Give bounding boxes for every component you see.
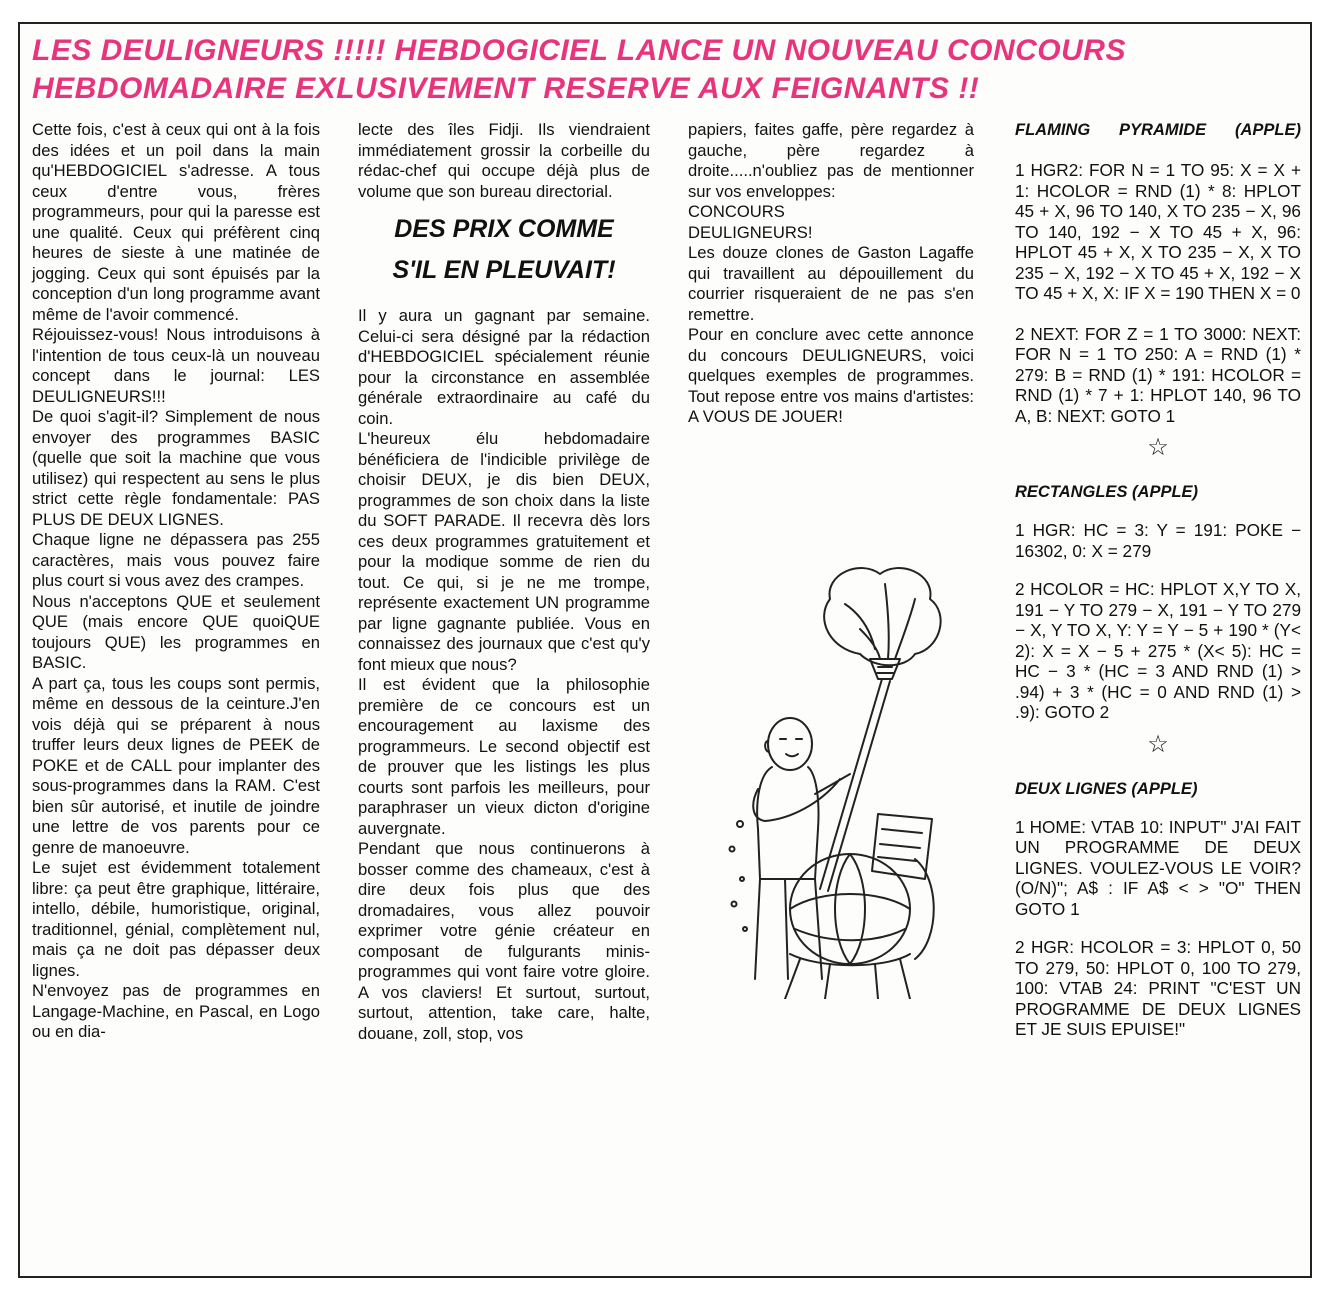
- paragraph: Chaque ligne ne dépassera pas 255 caractères, mais vous pouvez faire plus court si vous avez des crampes.: [32, 530, 320, 590]
- program-title: FLAMING PYRAMIDE (APPLE): [1015, 121, 1301, 139]
- paragraph: De quoi s'agit-il? Simplement de nous envoyer des programmes BASIC (quelle que soit la machine que vous utilisez) qui respectent au sens le plus strict cette règle fondamentale: PAS PLUS DE DEUX LIGNES.: [32, 407, 320, 529]
- headline-line-1: LES DEULIGNEURS !!!!! HEBDOGICIEL LANCE UN NOUVEAU CONCOURS: [32, 34, 1126, 67]
- paragraph: Il est évident que la philosophie première de ce concours est un encouragement au laxisme des programmeurs. Le second objectif est de prouver que les listings les plus courts sont parfois les meilleurs, pour paraphraser un vieux dicton d'origine auvergnate.: [358, 675, 650, 838]
- code-line: 1 HGR2: FOR N = 1 TO 95: X = X + 1: HCOLOR = RND (1) * 8: HPLOT 45 + X, 96 TO 140, X TO 235 − X, 96 TO 140, 192 − X TO 45 + X, 96: HPLOT 45 + X, X TO 235 − X, X TO 235 − X, 192 − X TO 45 + X, 192 − X TO 45 + X, X: IF X = 190 THEN X = 0: [1015, 160, 1301, 303]
- newspaper-page: [18, 22, 1312, 1278]
- star-icon: ☆: [1147, 730, 1169, 758]
- article-column-2: [358, 120, 650, 1044]
- paragraph: Cette fois, c'est à ceux qui ont à la fois des idées et un poil dans la main qu'HEBDOGICIEL s'adresse. A tous ceux d'entre vous, frères programmeurs, pour qui la paresse est une qualité. Ceux qui préfèrent cinq heures de sieste à une matinée de jogging. Ceux qui sont épuisés par la conception d'un long programme avant même de l'avoir commencé.: [32, 120, 320, 324]
- paragraph: Le sujet est évidemment totalement libre: ça peut être graphique, littéraire, intello, débile, humoristique, original, traditionnel, génial, complètement nul, mais ça ne doit pas dépasser deux lignes.: [32, 858, 320, 980]
- feather-duster-icon: [824, 568, 941, 665]
- subheading-line-1: DES PRIX COMME: [394, 215, 614, 243]
- paragraph: L'heureux élu hebdomadaire bénéficiera de l'indicible privilège de choisir DEUX, je dis bien DEUX, programmes de son choix dans la liste du SOFT PARADE. Il recevra dès lors ces deux programmes gratuitement et pour la modique somme de rien du tout. Ce qui, si je ne me trompe, représente exactement UN programme par ligne gagnante publiée. Vous en connaissez des journaux que c'est qu'y font mieux que nous?: [358, 429, 650, 674]
- headline: [32, 32, 1302, 108]
- contest-name: DEULIGNEURS!: [688, 222, 813, 242]
- code-line: 1 HOME: VTAB 10: INPUT" J'AI FAIT UN PROGRAMME DE DEUX LIGNES. VOULEZ-VOUS LE VOIR? (O/N)"; A$ : IF A$ < > "O" THEN GOTO 1: [1015, 816, 1301, 919]
- paragraph: Il y aura un gagnant par semaine. Celui-ci sera désigné par la rédaction d'HEBDOGICIEL spécialement réunie pour la circonstance en assemblée générale extraordinaire au café du coin.: [358, 306, 650, 428]
- code-line: 1 HGR: HC = 3: Y = 191: POKE − 16302, 0: X = 279: [1015, 520, 1301, 561]
- cartoon-illustration: [710, 559, 950, 999]
- paragraph: papiers, faites gaffe, père regardez à gauche, père regardez à droite.....n'oubliez pas de mentionner sur vos enveloppes:: [688, 120, 974, 201]
- article-column-1: [32, 120, 320, 1043]
- programs-column: [1015, 120, 1301, 1040]
- code-line: 2 HGR: HCOLOR = 3: HPLOT 0, 50 TO 279, 50: HPLOT 0, 100 TO 279, 100: VTAB 24: PRINT "C'EST UN PROGRAMME DE DEUX LIGNES ET JE SUIS EPUISE!": [1015, 937, 1301, 1039]
- contest-name: CONCOURS: [688, 202, 785, 221]
- article-column-3: [688, 120, 974, 428]
- paragraph: Réjouissez-vous! Nous introduisons à l'intention de tous ceux-là un nouveau concept dans le journal: LES DEULIGNEURS!!!: [32, 325, 320, 406]
- paragraph: lecte des îles Fidji. Ils viendraient immédiatement grossir la corbeille du rédac-chef qui occupe déjà plus de volume que son bureau directorial.: [358, 120, 650, 201]
- code-line: 2 NEXT: FOR Z = 1 TO 3000: NEXT: FOR N = 1 TO 250: A = RND (1) * 279: B = RND (1) * 191: HCOLOR = RND (1) * 7 + 1: HPLOT 140, 96 TO A, B: NEXT: GOTO 1: [1015, 323, 1301, 426]
- code-line: 2 HCOLOR = HC: HPLOT X,Y TO X, 191 − Y TO 279 − X, 191 − Y TO 279 − X, Y TO X, Y: Y = Y − 5 + 190 * (Y< 2): X = X − 5 + 275 * (X< 5): HC = HC − 3 * (HC = 3 AND RND (1) > .94) + 3 * (HC = 0 AND RND (1) > .9): GOTO 2: [1015, 579, 1301, 722]
- paragraph: A part ça, tous les coups sont permis, même en dessous de la ceinture.J'en vois déjà qui se préparent à nous truffer leurs deux lignes de PEEK de POKE et de CALL pour implanter des sous-programmes dans la RAM. C'est bien sûr autorisé, et inutile de joindre une lettre de vos parents pour ce genre de manoeuvre.: [32, 673, 320, 857]
- star-icon: ☆: [1147, 434, 1169, 461]
- headline-line-2: HEBDOMADAIRE EXLUSIVEMENT RESERVE AUX FEIGNANTS !!: [32, 72, 980, 105]
- paragraph: Pendant que nous continuerons à bosser comme des chameaux, c'est à dire deux fois plus que des dromadaires, vous allez pouvoir exprimer votre génie créateur en composant de fulgurants minis-programmes qui vont faire votre gloire. A vos claviers! Et surtout, surtout, surtout, attention, take care, halte, douane, zoll, stop, vos: [358, 839, 650, 1043]
- paragraph: Nous n'acceptons QUE et seulement QUE (mais encore QUE quoiQUE toujours QUE) les programmes en BASIC.: [32, 591, 320, 672]
- program-title: DEUX LIGNES (APPLE): [1015, 779, 1198, 798]
- subheading: [358, 209, 650, 291]
- paragraph: N'envoyez pas de programmes en Langage-Machine, en Pascal, en Logo ou en dia-: [32, 981, 320, 1041]
- paragraph: Pour en conclure avec cette annonce du concours DEULIGNEURS, voici quelques exemples de programmes. Tout repose entre vos mains d'artistes: A VOUS DE JOUER!: [688, 325, 974, 426]
- paragraph: Les douze clones de Gaston Lagaffe qui travaillent au dépouillement du courrier risqueraient de ne pas s'en remettre.: [688, 243, 974, 324]
- program-title: RECTANGLES (APPLE): [1015, 483, 1199, 501]
- subheading-line-2: S'IL EN PLEUVAIT!: [392, 256, 616, 284]
